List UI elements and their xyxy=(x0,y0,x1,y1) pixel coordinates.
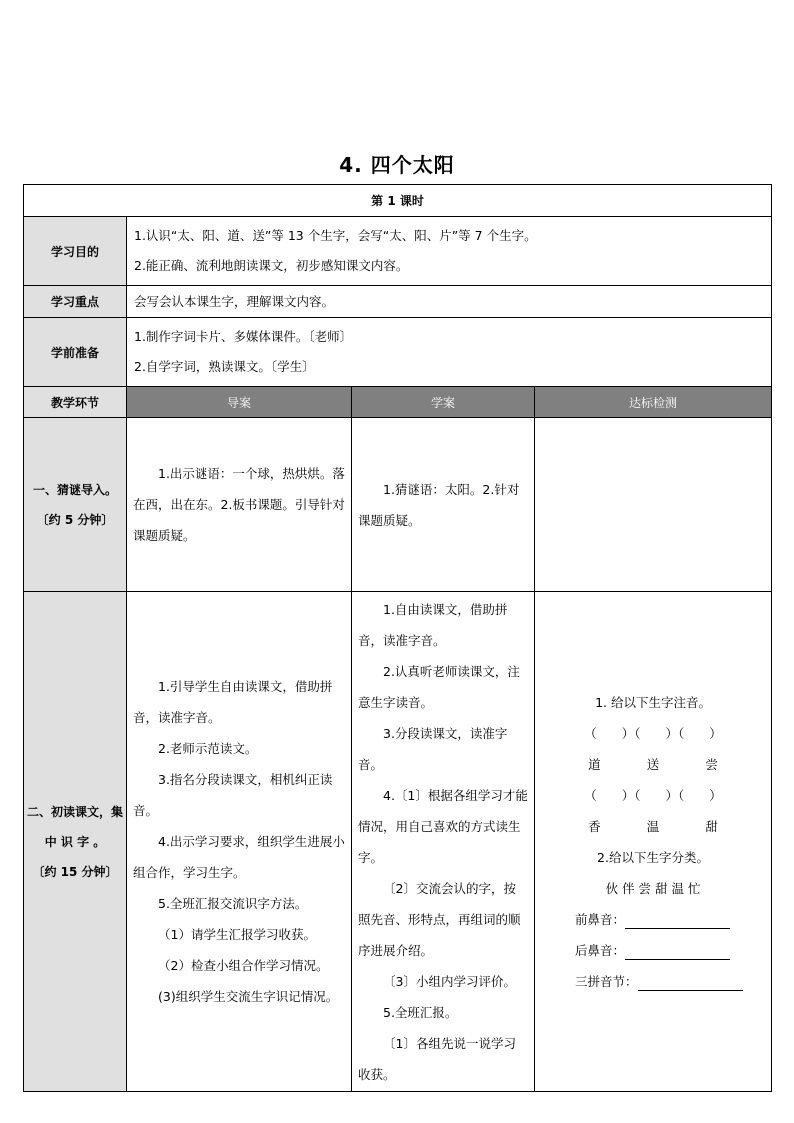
char: 甜 xyxy=(705,818,718,834)
objective-line: 2.能正确、流利地朗读课文，初步感知课文内容。 xyxy=(134,258,409,273)
char: 送 xyxy=(646,756,660,772)
study-line: 5.全班汇报。 xyxy=(383,1004,458,1020)
check-q1: 1. 给以下生字注音。 xyxy=(595,694,711,710)
guide-line: 1.引导学生自由读课文，借助拼音，读准字音。 xyxy=(133,679,333,725)
classify-chars: 伙 伴 尝 甜 温 忙 xyxy=(605,880,701,896)
objectives-label: 学习目的 xyxy=(24,217,127,286)
stage1-time: 〔约 5 分钟〕 xyxy=(36,512,114,527)
guide-line: （2）检查小组合作学习情况。 xyxy=(158,958,329,973)
prep-label: 学前准备 xyxy=(24,318,127,387)
stage1-label: 一、猜谜导入。 xyxy=(32,482,117,497)
focus-content: 会写会认本课生字，理解课文内容。 xyxy=(127,286,772,318)
study-line: 1.自由读课文，借助拼音，读准字音。 xyxy=(358,601,508,648)
stage1-guide-text: 1.出示谜语：一个球，热烘烘。落在西，出在东。2.板书课题。引导针对课题质疑。 xyxy=(133,466,345,543)
prep-line: 1.制作字词卡片、多媒体课件。〔老师〕 xyxy=(134,329,353,344)
char: 温 xyxy=(646,818,660,834)
study-line: 〔3〕小组内学习评价。 xyxy=(383,973,516,989)
header-study: 学案 xyxy=(352,387,535,418)
header-stage: 教学环节 xyxy=(24,387,127,418)
answer-blank[interactable] xyxy=(638,974,743,991)
stage1-row xyxy=(24,418,772,592)
focus-row xyxy=(24,286,772,318)
char: 道 xyxy=(588,756,601,772)
guide-line: 4.出示学习要求，组织学生进展小组合作，学习生字。 xyxy=(133,834,345,880)
stage1-check xyxy=(535,418,772,592)
char: 尝 xyxy=(705,756,718,772)
stage2-study xyxy=(352,592,535,1092)
study-line: 3.分段读课文，读准字音。 xyxy=(358,725,508,772)
guide-line: 2.老师示范读文。 xyxy=(158,741,258,756)
stage2-row xyxy=(24,592,772,1092)
lesson-number: 第 1 课时 xyxy=(24,185,772,217)
pinyin-parens-row1: （ ）（ ）（ ） xyxy=(584,725,722,741)
prep-line: 2.自学字词，熟读课文。〔学生〕 xyxy=(134,359,315,374)
blank-label: 后鼻音： xyxy=(575,942,626,958)
objectives-row xyxy=(24,217,772,286)
guide-line: 5.全班汇报交流识字方法。 xyxy=(158,896,308,911)
objective-line: 1.认识“太、阳、道、送”等 13 个生字，会写“太、阳、片”等 7 个生字。 xyxy=(134,228,537,243)
stage2-label-cell xyxy=(24,592,127,1092)
guide-line: (3)组织学生交流生字识记情况。 xyxy=(158,989,339,1004)
header-row xyxy=(24,387,772,418)
guide-line: （1）请学生汇报学习收获。 xyxy=(158,927,316,942)
check-q2: 2.给以下生字分类。 xyxy=(597,849,709,865)
prep-content xyxy=(127,318,772,387)
lesson-row xyxy=(24,185,772,217)
blank-label: 前鼻音： xyxy=(575,911,626,927)
stage1-guide xyxy=(127,418,352,592)
stage1-label-cell xyxy=(24,418,127,592)
answer-blank[interactable] xyxy=(625,943,730,960)
blank-back-nasal xyxy=(535,935,771,966)
char-row-1 xyxy=(535,749,771,780)
page-title: 4. 四个太阳 xyxy=(339,153,455,177)
header-guide: 导案 xyxy=(127,387,352,418)
prep-row xyxy=(24,318,772,387)
objectives-content xyxy=(127,217,772,286)
lesson-plan-table xyxy=(23,184,772,1092)
study-line: 4.〔1〕根据各组学习才能情况，用自己喜欢的方式读生字。 xyxy=(358,787,528,865)
answer-blank[interactable] xyxy=(625,912,730,929)
study-line: 〔1〕各组先说一说学习收获。 xyxy=(358,1035,516,1082)
guide-line: 3.指名分段读课文，相机纠正读音。 xyxy=(133,772,333,818)
header-check: 达标检测 xyxy=(535,387,772,418)
blank-front-nasal xyxy=(535,904,771,935)
stage2-time: 〔约 15 分钟〕 xyxy=(32,864,118,879)
blank-label: 三拼音节： xyxy=(575,973,638,989)
stage2-label: 二、初读课文，集 中 识 字 。 xyxy=(27,804,124,849)
char-row-2 xyxy=(535,811,771,842)
stage1-study-text: 1.猜谜语：太阳。2.针对课题质疑。 xyxy=(358,481,520,528)
focus-label: 学习重点 xyxy=(24,286,127,318)
pinyin-parens-row2: （ ）（ ）（ ） xyxy=(584,787,722,803)
blank-tri-syllable xyxy=(535,966,771,997)
study-line: 2.认真听老师读课文，注意生字读音。 xyxy=(358,663,520,710)
stage2-guide xyxy=(127,592,352,1092)
stage1-study xyxy=(352,418,535,592)
stage2-check xyxy=(535,592,772,1092)
char: 香 xyxy=(588,818,601,834)
study-line: 〔2〕交流会认的字，按照先音、形特点，再组词的顺序进展介绍。 xyxy=(358,880,521,958)
